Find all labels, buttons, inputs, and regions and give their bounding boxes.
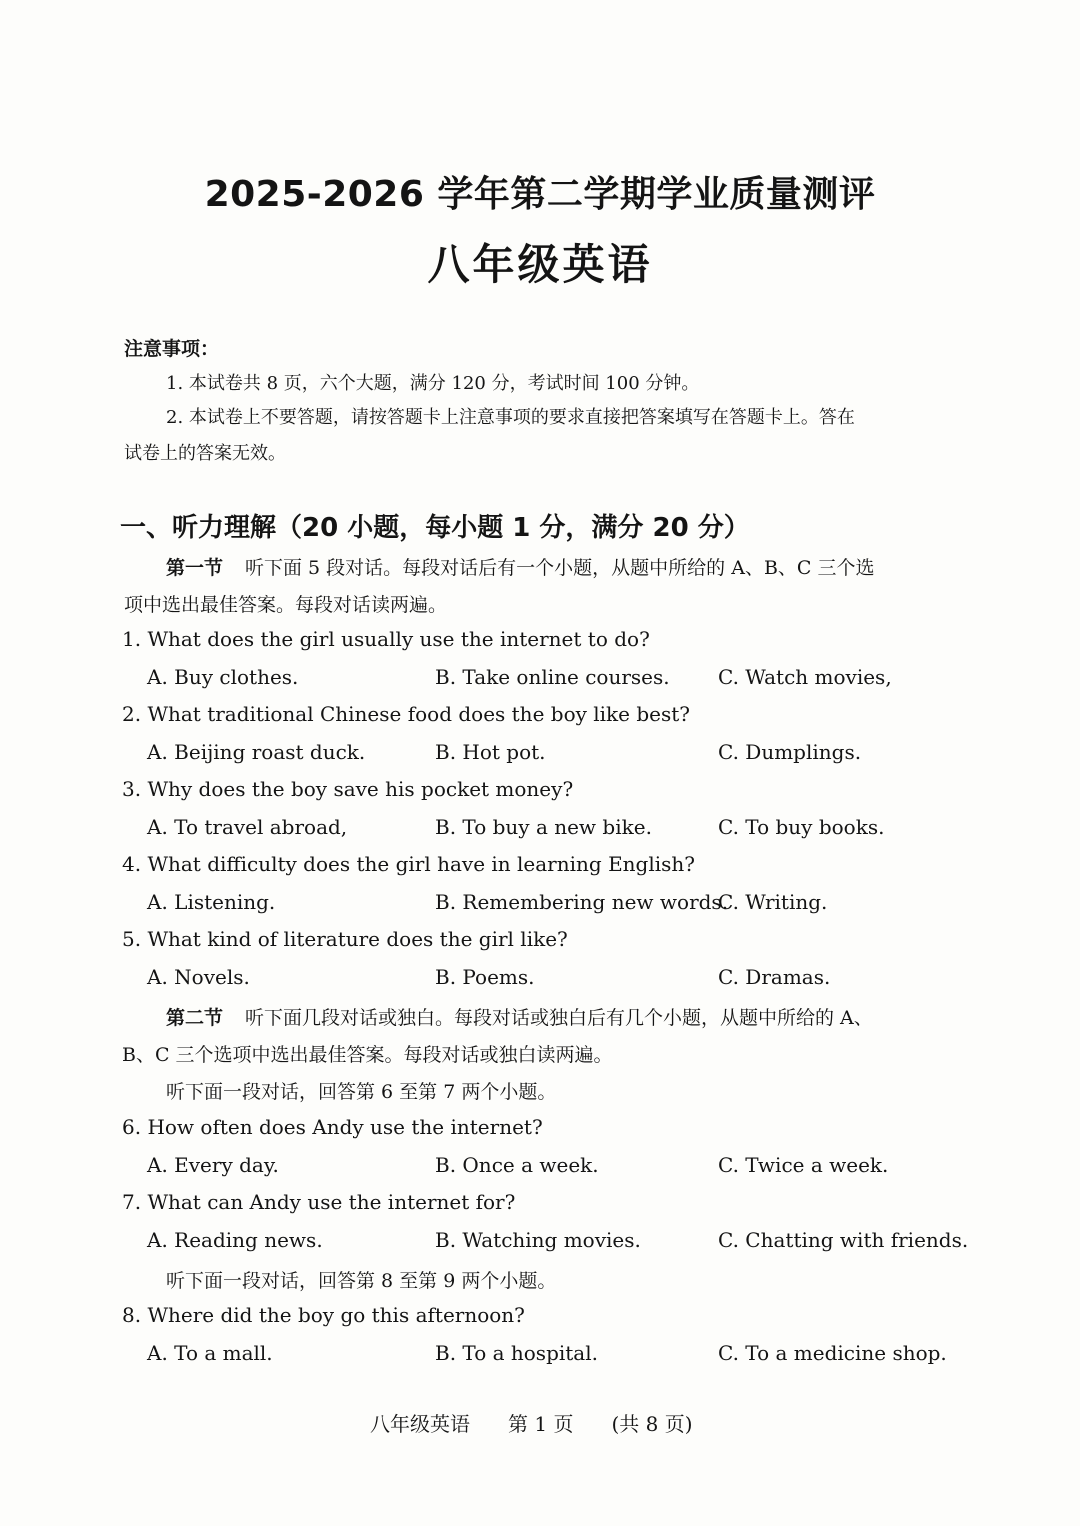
part-2-instructions [166,1003,873,1030]
question-2-option-c: C. Dumplings. [718,740,862,764]
question-7-option-c: C. Chatting with friends. [718,1228,969,1252]
note-item-2: 2. 本试卷上不要答题，请按答题卡上注意事项的要求直接把答案填写在答题卡上。答在 [166,407,855,428]
question-3-option-a: A. To travel abroad, [147,815,348,839]
question-8: 8. Where did the boy go this afternoon? [122,1303,525,1327]
question-1-option-b: B. Take online courses. [435,665,670,689]
question-8-option-b: B. To a hospital. [435,1341,598,1365]
question-7-option-a: A. Reading news. [147,1228,323,1252]
part-2-line-2: B、C 三个选项中选出最佳答案。每段对话或独白读两遍。 [122,1044,613,1066]
question-6-option-b: B. Once a week. [435,1153,599,1177]
question-2-option-b: B. Hot pot. [435,740,546,764]
note-item-1: 1. 本试卷共 8 页，六个大题，满分 120 分，考试时间 100 分钟。 [166,373,700,394]
question-7: 7. What can Andy use the internet for? [122,1190,516,1214]
question-4-option-c: C. Writing. [718,890,828,914]
question-5-option-a: A. Novels. [147,965,250,989]
question-2-option-a: A. Beijing roast duck. [147,740,366,764]
part-2-label: 第二节 [166,1007,224,1029]
part-1-line-1: 听下面 5 段对话。每段对话后有一个小题，从题中所给的 A、B、C 三个选 [245,557,875,579]
question-5-option-b: B. Poems. [435,965,535,989]
question-5: 5. What kind of literature does the girl like? [122,927,568,951]
question-6: 6. How often does Andy use the internet? [122,1115,543,1139]
question-7-option-b: B. Watching movies. [435,1228,641,1252]
part-1-line-2: 项中选出最佳答案。每段对话读两遍。 [124,594,448,616]
question-3-option-c: C. To buy books. [718,815,885,839]
section-1-heading: 一、听力理解（20 小题，每小题 1 分，满分 20 分） [120,513,750,543]
question-8-option-a: A. To a mall. [147,1341,273,1365]
question-3-option-b: B. To buy a new bike. [435,815,652,839]
page-footer [370,1408,731,1437]
question-8-option-c: C. To a medicine shop. [718,1341,947,1365]
question-4: 4. What difficulty does the girl have in learning English? [122,852,696,876]
question-2: 2. What traditional Chinese food does the boy like best? [122,702,691,726]
part-1-instructions [166,553,875,580]
part-2-line-1: 听下面几段对话或独白。每段对话或独白后有几个小题，从题中所给的 A、 [245,1007,873,1029]
exam-subtitle: 八年级英语 [427,240,653,289]
instruction-q6-q7: 听下面一段对话，回答第 6 至第 7 两个小题。 [166,1081,557,1103]
footer-page-number: 第 1 页 [508,1412,574,1436]
question-1-option-c: C. Watch movies, [718,665,892,689]
question-1: 1. What does the girl usually use the internet to do? [122,627,650,651]
exam-title: 2025-2026 学年第二学期学业质量测评 [204,174,876,215]
notes-label: 注意事项： [124,338,220,360]
question-4-option-b: B. Remembering new words. [435,890,729,914]
instruction-q8-q9: 听下面一段对话，回答第 8 至第 9 两个小题。 [166,1270,557,1292]
question-3: 3. Why does the boy save his pocket money? [122,777,574,801]
footer-subject: 八年级英语 [370,1412,470,1436]
question-6-option-c: C. Twice a week. [718,1153,889,1177]
footer-total-pages: (共 8 页) [611,1412,693,1436]
note-item-2-continued: 试卷上的答案无效。 [124,443,286,464]
question-6-option-a: A. Every day. [147,1153,279,1177]
question-4-option-a: A. Listening. [147,890,276,914]
question-5-option-c: C. Dramas. [718,965,831,989]
question-1-option-a: A. Buy clothes. [147,665,299,689]
part-1-label: 第一节 [166,557,224,579]
